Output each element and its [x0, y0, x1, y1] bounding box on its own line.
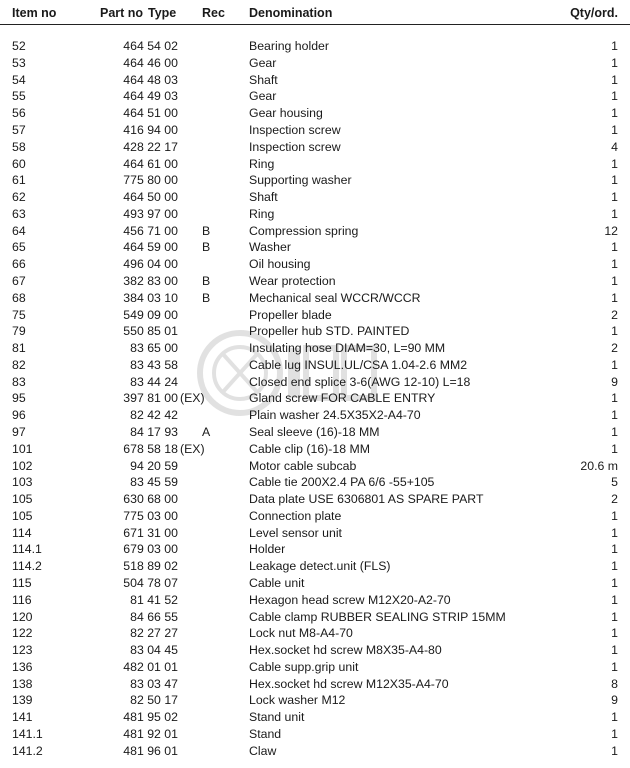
denomination-cell: Washer — [249, 240, 291, 255]
part-no-cell: 384 03 10 — [123, 290, 178, 305]
qty-cell: 1 — [611, 542, 618, 557]
item-no-cell: 63 — [12, 206, 26, 221]
part-no-cell: 382 83 00 — [123, 273, 178, 288]
table-row — [0, 340, 630, 357]
part-no-cell: 83 65 00 — [130, 341, 178, 355]
table-row — [0, 156, 630, 173]
item-no-cell: 58 — [12, 139, 26, 154]
rec-cell: B — [202, 290, 211, 305]
qty-cell: 20.6 m — [580, 458, 618, 473]
denomination-cell: Gear housing — [249, 106, 323, 121]
part-no-cell: 464 49 03 — [123, 89, 178, 104]
denomination-cell: Holder — [249, 542, 286, 557]
table-row — [0, 357, 630, 374]
denomination-cell: Mechanical seal WCCR/WCCR — [249, 290, 421, 305]
item-no-cell: 55 — [12, 89, 26, 104]
item-no-cell: 65 — [12, 240, 26, 255]
type-cell: (EX) — [180, 441, 205, 456]
table-row — [0, 541, 630, 558]
part-no-cell: 464 54 02 — [123, 39, 178, 53]
qty-cell: 5 — [611, 475, 618, 490]
table-row — [0, 676, 630, 693]
table-row — [0, 239, 630, 256]
item-no-cell: 115 — [12, 576, 32, 590]
table-row — [0, 441, 630, 458]
part-no-cell: 493 97 00 — [123, 206, 178, 221]
table-row — [0, 659, 630, 676]
item-no-cell: 105 — [12, 508, 33, 523]
item-no-cell: 122 — [12, 626, 33, 641]
qty-cell: 9 — [611, 693, 618, 708]
item-no-cell: 53 — [12, 55, 26, 70]
table-row — [0, 55, 630, 72]
denomination-cell: Plain washer 24.5X35X2-A4-70 — [249, 408, 421, 423]
qty-cell: 1 — [611, 156, 618, 171]
qty-cell: 1 — [611, 525, 618, 540]
table-row — [0, 223, 630, 240]
part-no-cell: 83 45 59 — [130, 475, 178, 490]
denomination-cell: Cable supp.grip unit — [249, 659, 359, 674]
item-no-cell: 81 — [12, 341, 26, 355]
qty-cell: 1 — [611, 106, 618, 121]
part-no-cell: 456 71 00 — [123, 223, 178, 238]
qty-cell: 1 — [611, 408, 618, 423]
qty-cell: 1 — [611, 508, 618, 523]
denomination-cell: Seal sleeve (16)-18 MM — [249, 424, 380, 439]
item-no-cell: 82 — [12, 357, 26, 372]
item-no-cell: 102 — [12, 458, 33, 473]
denomination-cell: Inspection screw — [249, 122, 341, 137]
denomination-cell: Gear — [249, 89, 277, 104]
qty-cell: 1 — [611, 89, 618, 104]
denomination-cell: Inspection screw — [249, 139, 341, 154]
part-no-cell: 481 95 02 — [123, 710, 178, 725]
table-row — [0, 273, 630, 290]
item-no-cell: 103 — [12, 475, 33, 490]
denomination-cell: Ring — [249, 206, 275, 221]
part-no-cell: 464 59 00 — [123, 240, 178, 255]
part-no-cell: 630 68 00 — [123, 492, 178, 507]
item-no-cell: 68 — [12, 290, 26, 305]
item-no-cell: 105 — [12, 492, 33, 507]
qty-cell: 2 — [611, 492, 618, 507]
item-no-cell: 83 — [12, 374, 26, 389]
table-row — [0, 206, 630, 223]
header-rule — [0, 24, 630, 25]
qty-cell: 1 — [611, 257, 618, 272]
rec-cell: B — [202, 273, 211, 288]
denomination-cell: Cable clip (16)-18 MM — [249, 441, 370, 456]
header-rec: Rec — [202, 6, 225, 20]
denomination-cell: Gland screw FOR CABLE ENTRY — [249, 391, 436, 406]
table-row — [0, 692, 630, 709]
qty-cell: 1 — [611, 441, 618, 456]
part-no-cell: 82 42 42 — [130, 408, 178, 423]
item-no-cell: 60 — [12, 156, 26, 171]
table-row — [0, 508, 630, 525]
part-no-cell: 504 78 07 — [123, 576, 178, 590]
denomination-cell: Propeller blade — [249, 307, 332, 322]
part-no-cell: 775 03 00 — [123, 508, 178, 523]
item-no-cell: 101 — [12, 441, 33, 456]
table-row — [0, 139, 630, 156]
qty-cell: 1 — [611, 190, 618, 204]
denomination-cell: Ring — [249, 156, 275, 171]
table-row — [0, 374, 630, 391]
item-no-cell: 52 — [12, 39, 26, 53]
table-row — [0, 323, 630, 340]
denomination-cell: Lock nut M8-A4-70 — [249, 626, 353, 641]
table-row — [0, 189, 630, 206]
item-no-cell: 79 — [12, 324, 26, 339]
part-no-cell: 81 41 52 — [130, 592, 178, 607]
part-no-cell: 549 09 00 — [123, 307, 178, 322]
part-no-cell: 83 03 47 — [130, 676, 178, 691]
denomination-cell: Cable lug INSUL.UL/CSA 1.04-2.6 MM2 — [249, 357, 468, 372]
table-row — [0, 709, 630, 726]
item-no-cell: 114 — [12, 525, 32, 540]
table-row — [0, 38, 630, 55]
item-no-cell: 141.2 — [12, 743, 43, 758]
part-no-cell: 775 80 00 — [123, 173, 178, 188]
denomination-cell: Compression spring — [249, 223, 359, 238]
qty-cell: 9 — [611, 374, 618, 389]
item-no-cell: 114.2 — [12, 559, 42, 574]
item-no-cell: 66 — [12, 257, 26, 272]
qty-cell: 1 — [611, 122, 618, 137]
table-row — [0, 743, 630, 760]
table-row — [0, 88, 630, 105]
part-no-cell: 518 89 02 — [123, 559, 178, 574]
rec-cell: A — [202, 424, 211, 439]
item-no-cell: 123 — [12, 643, 33, 658]
denomination-cell: Claw — [249, 743, 277, 758]
part-no-cell: 481 96 01 — [123, 743, 178, 758]
item-no-cell: 136 — [12, 659, 33, 674]
denomination-cell: Stand — [249, 727, 282, 741]
part-no-cell: 428 22 17 — [123, 139, 178, 154]
part-no-cell: 464 50 00 — [123, 190, 178, 204]
qty-cell: 1 — [611, 55, 618, 70]
qty-cell: 1 — [611, 643, 618, 658]
qty-cell: 1 — [611, 727, 618, 741]
item-no-cell: 139 — [12, 693, 33, 708]
header-item-no: Item no — [12, 6, 57, 20]
denomination-cell: Shaft — [249, 72, 278, 87]
qty-cell: 1 — [611, 576, 618, 590]
qty-cell: 1 — [611, 424, 618, 439]
denomination-cell: Level sensor unit — [249, 525, 342, 540]
item-no-cell: 67 — [12, 273, 26, 288]
denomination-cell: Connection plate — [249, 508, 342, 523]
part-no-cell: 84 17 93 — [130, 424, 178, 439]
header-qty-per-order: Qty/ord. — [570, 6, 618, 20]
qty-cell: 1 — [611, 290, 618, 305]
qty-cell: 1 — [611, 324, 618, 339]
part-no-cell: 464 61 00 — [123, 156, 178, 171]
item-no-cell: 62 — [12, 190, 26, 204]
denomination-cell: Wear protection — [249, 273, 336, 288]
denomination-cell: Gear — [249, 55, 277, 70]
qty-cell: 1 — [611, 72, 618, 87]
table-row — [0, 609, 630, 626]
header-type: Type — [148, 6, 177, 20]
part-no-cell: 671 31 00 — [123, 525, 178, 540]
part-no-cell: 83 04 45 — [130, 643, 178, 658]
denomination-cell: Insulating hose DIAM=30, L=90 MM — [249, 341, 446, 355]
table-row — [0, 290, 630, 307]
denomination-cell: Leakage detect.unit (FLS) — [249, 559, 391, 574]
table-row — [0, 592, 630, 609]
table-row — [0, 122, 630, 139]
qty-cell: 1 — [611, 710, 618, 725]
part-no-cell: 464 48 03 — [123, 72, 178, 87]
table-row — [0, 525, 630, 542]
denomination-cell: Closed end splice 3-6(AWG 12-10) L=18 — [249, 374, 471, 389]
part-no-cell: 94 20 59 — [130, 458, 178, 473]
qty-cell: 1 — [611, 273, 618, 288]
item-no-cell: 57 — [12, 122, 26, 137]
qty-cell: 1 — [611, 173, 618, 188]
table-row — [0, 307, 630, 324]
table-row — [0, 625, 630, 642]
denomination-cell: Oil housing — [249, 257, 311, 272]
item-no-cell: 95 — [12, 391, 26, 406]
qty-cell: 1 — [611, 39, 618, 53]
part-no-cell: 416 94 00 — [123, 122, 178, 137]
item-no-cell: 61 — [12, 173, 26, 188]
header-denomination: Denomination — [249, 6, 333, 20]
rec-cell: B — [202, 223, 211, 238]
qty-cell: 2 — [611, 307, 618, 322]
item-no-cell: 116 — [12, 592, 32, 607]
item-no-cell: 120 — [12, 609, 33, 624]
qty-cell: 1 — [611, 391, 618, 406]
denomination-cell: Bearing holder — [249, 39, 329, 53]
qty-cell: 1 — [611, 240, 618, 255]
denomination-cell: Shaft — [249, 190, 278, 204]
qty-cell: 1 — [611, 743, 618, 758]
rec-cell: B — [202, 240, 211, 255]
table-row — [0, 642, 630, 659]
item-no-cell: 141 — [12, 710, 33, 725]
denomination-cell: Hexagon head screw M12X20-A2-70 — [249, 592, 451, 607]
part-no-cell: 82 27 27 — [130, 626, 178, 641]
denomination-cell: Propeller hub STD. PAINTED — [249, 324, 410, 339]
table-row — [0, 575, 630, 592]
denomination-cell: Supporting washer — [249, 173, 352, 188]
item-no-cell: 141.1 — [12, 727, 43, 741]
part-no-cell: 84 66 55 — [130, 609, 178, 624]
qty-cell: 1 — [611, 626, 618, 641]
table-row — [0, 256, 630, 273]
qty-cell: 12 — [604, 223, 618, 238]
part-no-cell: 464 46 00 — [123, 55, 178, 70]
qty-cell: 1 — [611, 592, 618, 607]
qty-cell: 1 — [611, 659, 618, 674]
item-no-cell: 54 — [12, 72, 26, 87]
qty-cell: 1 — [611, 559, 618, 574]
part-no-cell: 496 04 00 — [123, 257, 178, 272]
qty-cell: 8 — [611, 676, 618, 691]
table-row — [0, 458, 630, 475]
denomination-cell: Stand unit — [249, 710, 305, 725]
denomination-cell: Hex.socket hd screw M12X35-A4-70 — [249, 676, 449, 691]
table-row — [0, 72, 630, 89]
item-no-cell: 96 — [12, 408, 26, 423]
denomination-cell: Motor cable subcab — [249, 458, 357, 473]
table-row — [0, 172, 630, 189]
item-no-cell: 56 — [12, 106, 26, 121]
table-row — [0, 105, 630, 122]
item-no-cell: 64 — [12, 223, 26, 238]
qty-cell: 1 — [611, 357, 618, 372]
part-no-cell: 82 50 17 — [130, 693, 178, 708]
denomination-cell: Cable tie 200X2.4 PA 6/6 -55+105 — [249, 475, 435, 490]
denomination-cell: Cable unit — [249, 576, 305, 590]
header-part-no: Part no — [100, 6, 144, 20]
part-no-cell: 83 44 24 — [130, 374, 178, 389]
table-row — [0, 474, 630, 491]
table-row — [0, 424, 630, 441]
table-row — [0, 407, 630, 424]
type-cell: (EX) — [180, 391, 205, 406]
denomination-cell: Data plate USE 6306801 AS SPARE PART — [249, 492, 484, 507]
denomination-cell: Cable clamp RUBBER SEALING STRIP 15MM — [249, 609, 506, 624]
denomination-cell: Hex.socket hd screw M8X35-A4-80 — [249, 643, 442, 658]
part-no-cell: 679 03 00 — [123, 542, 178, 557]
table-row — [0, 726, 630, 743]
part-no-cell: 481 92 01 — [123, 727, 178, 741]
part-no-cell: 550 85 01 — [123, 324, 178, 339]
part-no-cell: 397 81 00 — [123, 391, 178, 406]
part-no-cell: 83 43 58 — [130, 357, 178, 372]
denomination-cell: Lock washer M12 — [249, 693, 346, 708]
part-no-cell: 678 58 18 — [123, 441, 178, 456]
qty-cell: 1 — [611, 609, 618, 624]
table-row — [0, 491, 630, 508]
qty-cell: 1 — [611, 206, 618, 221]
part-no-cell: 464 51 00 — [123, 106, 178, 121]
item-no-cell: 97 — [12, 424, 26, 439]
part-no-cell: 482 01 01 — [123, 659, 178, 674]
table-row — [0, 390, 630, 407]
item-no-cell: 138 — [12, 676, 33, 691]
qty-cell: 2 — [611, 341, 618, 355]
item-no-cell: 114.1 — [12, 542, 42, 557]
table-row — [0, 558, 630, 575]
item-no-cell: 75 — [12, 307, 26, 322]
qty-cell: 4 — [611, 139, 618, 154]
